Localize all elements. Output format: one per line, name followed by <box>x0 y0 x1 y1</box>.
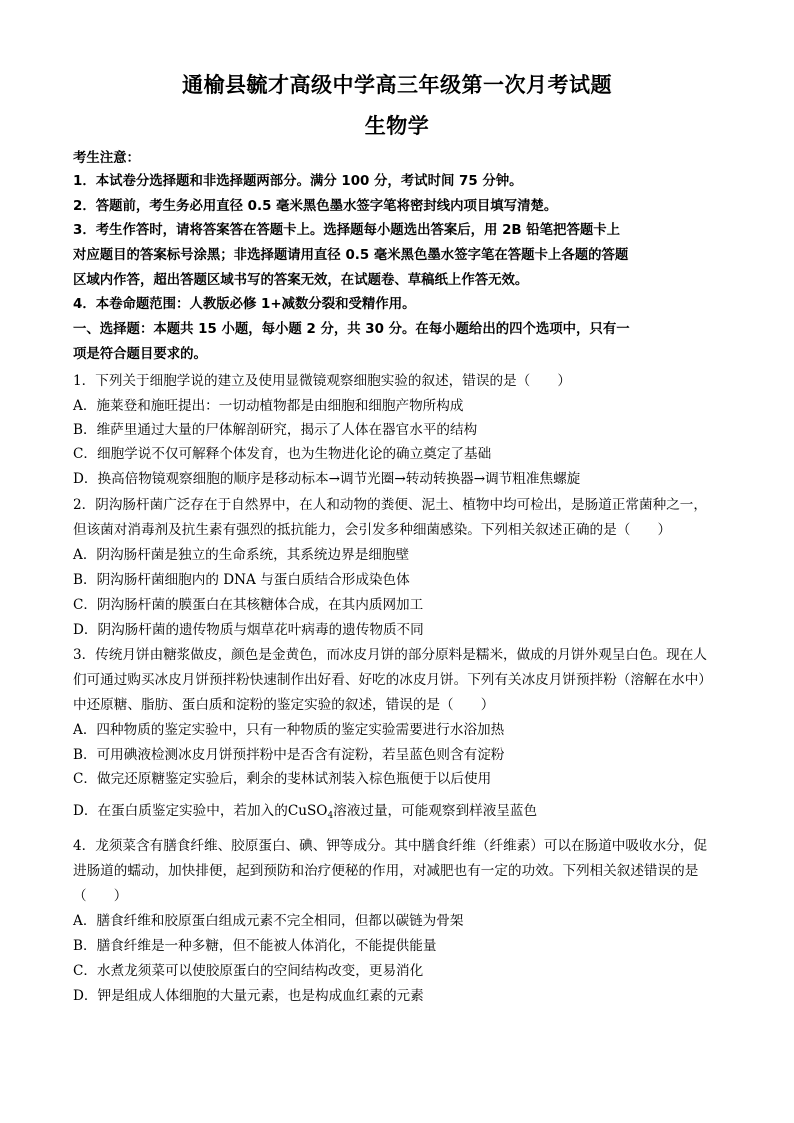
notice-item-3: 3．考生作答时，请将答案答在答题卡上。选择题每小题选出答案后，用 2B 铅笔把答题卡上 <box>73 223 621 238</box>
chemical-formula: CuSO <box>287 803 328 819</box>
question-1-stem: 1．下列关于细胞学说的建立及使用显微镜观察细胞实验的叙述，错误的是（ ） <box>73 373 572 389</box>
notice-item-3-cont: 对应题目的答案标号涂黑；非选择题请用直径 0.5 毫米黑色墨水签字笔在答题卡上各题的答题 <box>73 248 629 263</box>
question-1-option-d: D．换高倍物镜观察细胞的顺序是移动标本→调节光圈→转动转换器→调节粗准焦螺旋 <box>73 471 581 487</box>
notice-item-4: 4．本卷命题范围：人教版必修 1+减数分裂和受精作用。 <box>73 297 416 312</box>
question-2-option-b: B．阴沟肠杆菌细胞内的 DNA 与蛋白质结合形成染色体 <box>73 572 410 588</box>
question-1-option-c: C．细胞学说不仅可解释个体发育，也为生物进化论的确立奠定了基础 <box>73 446 492 462</box>
option-d-text: D．在蛋白质鉴定实验中，若加入的 <box>73 803 288 819</box>
question-1-option-a: A．施莱登和施旺提出：一切动植物都是由细胞和细胞产物所构成 <box>73 398 464 414</box>
section-heading-cont: 项是符合题目要求的。 <box>73 347 207 362</box>
question-4-option-c: C．水煮龙须菜可以使胶原蛋白的空间结构改变，更易消化 <box>73 963 424 979</box>
question-4-stem-cont2: （ ） <box>73 888 128 904</box>
chemical-subscript: 4 <box>327 811 334 821</box>
question-3-option-b: B．可用碘液检测冰皮月饼预拌粉中是否含有淀粉，若呈蓝色则含有淀粉 <box>73 747 505 763</box>
question-3-option-c: C．做完还原糖鉴定实验后，剩余的斐林试剂装入棕色瓶便于以后使用 <box>73 771 492 787</box>
option-d-text-end: 溶液过量，可能观察到样液呈蓝色 <box>333 803 538 819</box>
question-3-stem: 3．传统月饼由糖浆做皮，颜色是金黄色，而冰皮月饼的部分原料是糯米，做成的月饼外观呈白色。现在人 <box>73 647 707 663</box>
question-3-option-a: A．四种物质的鉴定实验中，只有一种物质的鉴定实验需要进行水浴加热 <box>73 722 505 738</box>
question-2-stem: 2．阴沟肠杆菌广泛存在于自然界中，在人和动物的粪便、泥土、植物中均可检出，是肠道正常菌种之一， <box>73 497 707 513</box>
question-3-stem-cont2: 中还原糖、脂肪、蛋白质和淀粉的鉴定实验的叙述，错误的是（ ） <box>73 697 495 713</box>
subject-title: 生物学 <box>364 114 430 138</box>
section-heading: 一、选择题：本题共 15 小题，每小题 2 分，共 30 分。在每小题给出的四个选项中，只有一 <box>73 322 630 337</box>
notice-item-1: 1．本试卷分选择题和非选择题两部分。满分 100 分，考试时间 75 分钟。 <box>73 174 523 189</box>
question-4-stem: 4．龙须菜含有膳食纤维、胶原蛋白、碘、钾等成分。其中膳食纤维（纤维素）可以在肠道中吸收水分，促 <box>73 838 707 854</box>
notice-item-2: 2．答题前，考生务必用直径 0.5 毫米黑色墨水签字笔将密封线内项目填写清楚。 <box>73 199 558 214</box>
question-3-option-d <box>73 802 733 825</box>
question-2-option-a: A．阴沟肠杆菌是独立的生命系统，其系统边界是细胞壁 <box>73 547 410 563</box>
question-4-option-b: B．膳食纤维是一种多糖，但不能被人体消化，不能提供能量 <box>73 938 437 954</box>
notice-item-3-cont2: 区域内作答，超出答题区域书写的答案无效，在试题卷、草稿纸上作答无效。 <box>73 273 529 288</box>
question-4-option-a: A．膳食纤维和胶原蛋白组成元素不完全相同，但都以碳链为骨架 <box>73 913 464 929</box>
question-2-option-d: D．阴沟肠杆菌的遗传物质与烟草花叶病毒的遗传物质不同 <box>73 622 424 638</box>
question-2-stem-cont: 但该菌对消毒剂及抗生素有强烈的抵抗能力，会引发多种细菌感染。下列相关叙述正确的是（ ） <box>73 522 672 538</box>
question-4-stem-cont: 进肠道的蠕动，加快排便，起到预防和治疗便秘的作用，对减肥也有一定的功效。下列相关叙述错误的是 <box>73 863 699 879</box>
notice-heading: 考生注意： <box>73 151 140 166</box>
question-4-option-d: D．钾是组成人体细胞的大量元素，也是构成血红素的元素 <box>73 988 424 1004</box>
question-3-stem-cont: 们可通过购买冰皮月饼预拌粉快速制作出好看、好吃的冰皮月饼。下列有关冰皮月饼预拌粉（溶解在水中） <box>73 672 712 688</box>
question-1-option-b: B．维萨里通过大量的尸体解剖研究，揭示了人体在器官水平的结构 <box>73 422 478 438</box>
question-2-option-c: C．阴沟肠杆菌的膜蛋白在其核糖体合成，在其内质网加工 <box>73 597 424 613</box>
exam-title: 通榆县毓才高级中学高三年级第一次月考试题 <box>182 73 612 97</box>
